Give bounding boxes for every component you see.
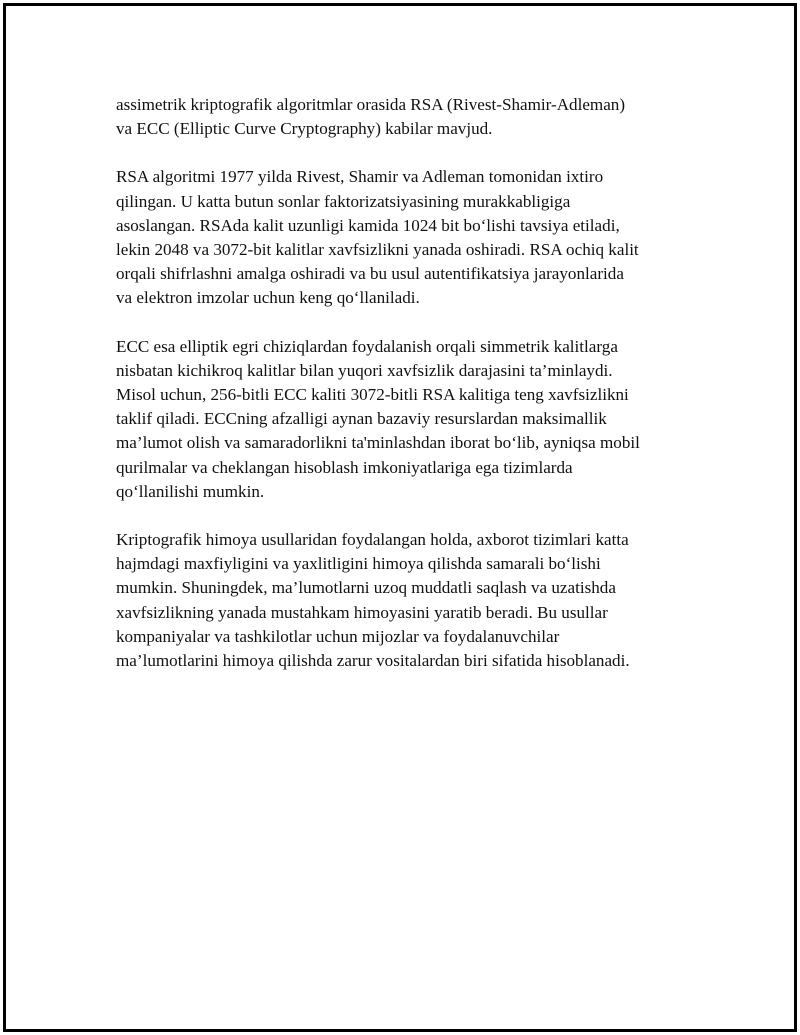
text-line: hajmdagi maxfiyligini va yaxlitligini himoya qilishda samarali bo‘lishi [116,554,601,574]
paragraph-rsa [116,165,696,310]
text-line: qurilmalar va cheklangan hisoblash imkoniyatlariga ega tizimlarda [116,457,573,477]
text-line: taklif qiladi. ECCning afzalligi aynan bazaviy resurslardan maksimallik [116,409,607,429]
text-line: nisbatan kichikroq kalitlar bilan yuqori xavfsizlik darajasini ta’minlaydi. [116,360,613,380]
text-line: qilingan. U katta butun sonlar faktorizatsiyasining murakkabligiga [116,191,571,211]
text-line: ma’lumot olish va samaradorlikni ta'minlashdan iborat bo‘lib, ayniqsa mobil [116,433,640,453]
text-line: kompaniyalar va tashkilotlar uchun mijozlar va foydalanuvchilar [116,626,560,646]
text-line: xavfsizlikning yanada mustahkam himoyasini yaratib beradi. Bu usullar [116,602,608,622]
paragraph-crypto-protection [116,528,696,673]
document-body [116,93,696,697]
text-line: orqali shifrlashni amalga oshiradi va bu usul autentifikatsiya jarayonlarida [116,264,624,284]
paragraph-rsa-ecc-intro [116,93,696,141]
text-line: va elektron imzolar uchun keng qo‘llaniladi. [116,288,420,308]
text-line: qo‘llanilishi mumkin. [116,481,265,501]
text-line: Misol uchun, 256-bitli ECC kaliti 3072-bitli RSA kalitiga teng xavfsizlikni [116,385,629,405]
text-line: asoslangan. RSAda kalit uzunligi kamida 1024 bit bo‘lishi tavsiya etiladi, [116,215,620,235]
text-line: Kriptografik himoya usullaridan foydalangan holda, axborot tizimlari katta [116,530,629,550]
text-line: mumkin. Shuningdek, ma’lumotlarni uzoq muddatli saqlash va uzatishda [116,578,616,598]
text-line: ECC esa elliptik egri chiziqlardan foydalanish orqali simmetrik kalitlarga [116,336,618,356]
paragraph-ecc [116,335,696,504]
text-line: ma’lumotlarini himoya qilishda zarur vositalardan biri sifatida hisoblanadi. [116,651,630,671]
text-line: lekin 2048 va 3072-bit kalitlar xavfsizlikni yanada oshiradi. RSA ochiq kalit [116,240,639,260]
text-line: RSA algoritmi 1977 yilda Rivest, Shamir va Adleman tomonidan ixtiro [116,167,604,187]
text-line: va ECC (Elliptic Curve Cryptography) kabilar mavjud. [116,119,493,139]
text-line: assimetrik kriptografik algoritmlar orasida RSA (Rivest-Shamir-Adleman) [116,95,626,114]
